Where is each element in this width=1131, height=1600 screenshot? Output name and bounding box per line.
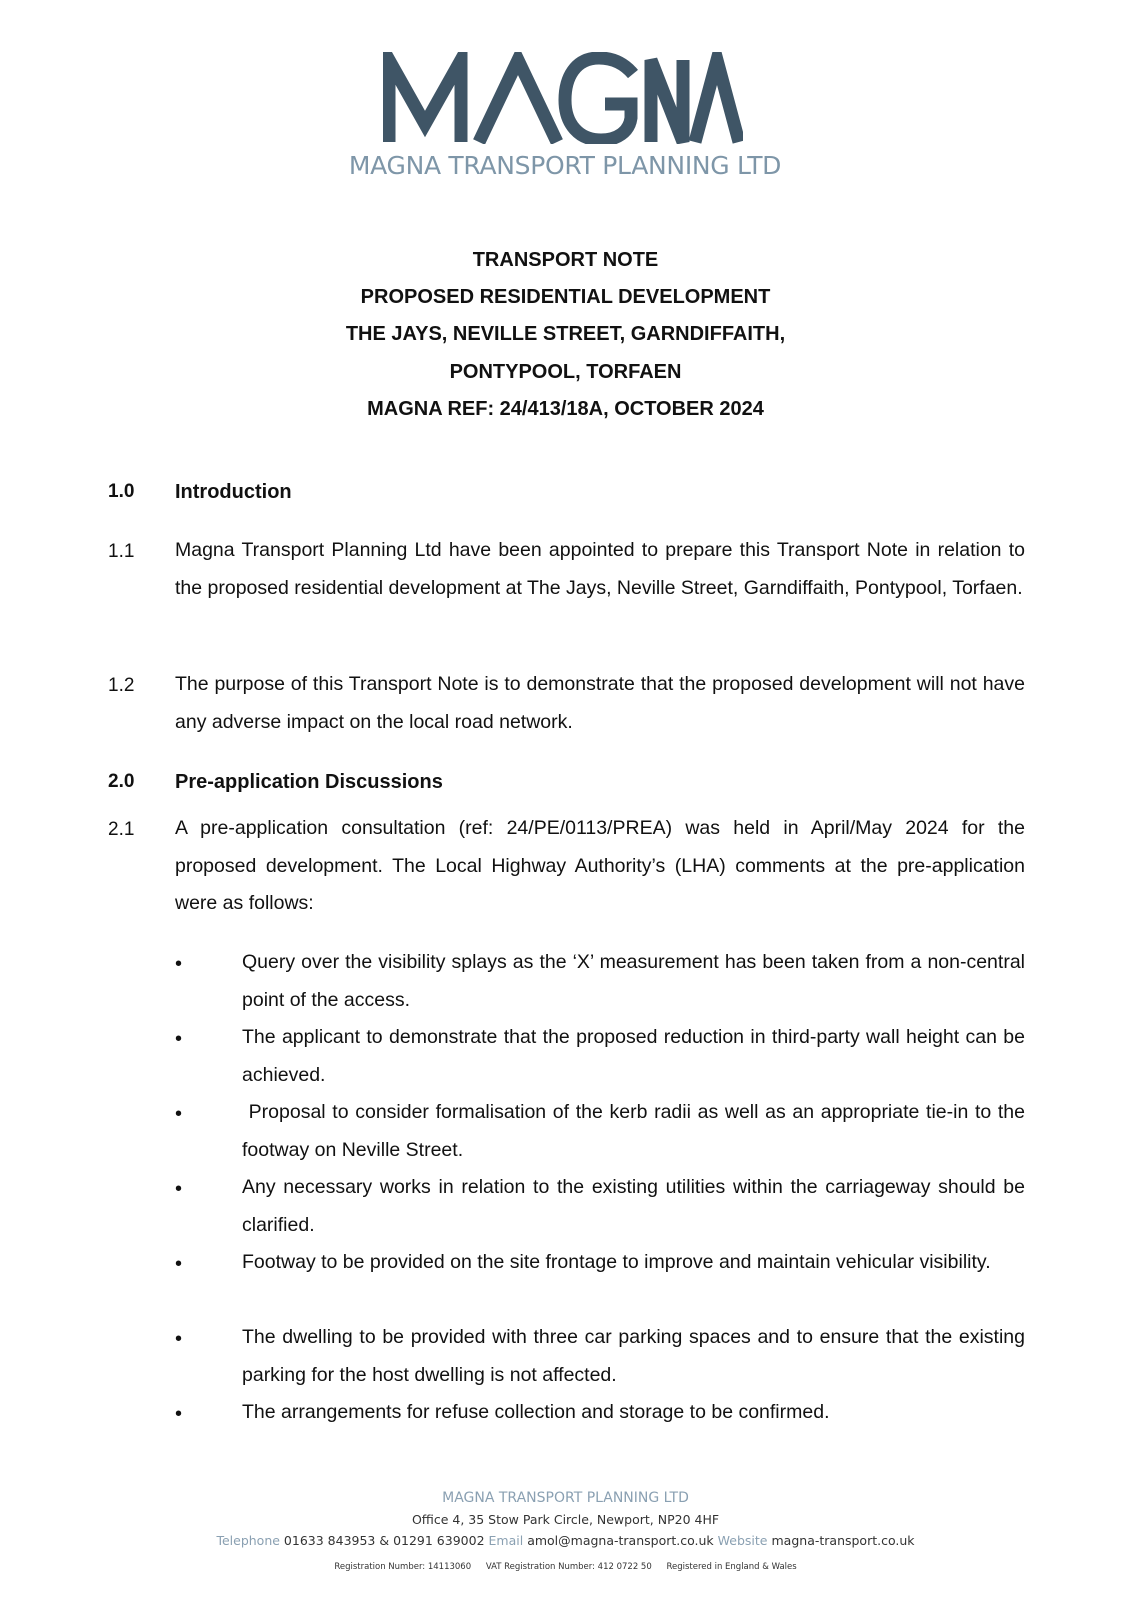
paragraph-number: 2.1 bbox=[108, 819, 135, 840]
paragraph-text: Magna Transport Planning Ltd have been appointed to prepare this Transport Note in relation to the proposed residential development at The Jays, Neville Street, Garndiffaith, Pontypool, Torfaen. bbox=[175, 539, 1025, 599]
footer-company: MAGNA TRANSPORT PLANNING LTD bbox=[442, 1490, 689, 1506]
title-line-1: TRANSPORT NOTE bbox=[472, 249, 659, 271]
bullet-marker: • bbox=[175, 953, 183, 975]
paragraph-number: 1.1 bbox=[108, 541, 135, 562]
footer-registration bbox=[0, 1562, 1131, 1572]
title-line-2: PROPOSED RESIDENTIAL DEVELOPMENT bbox=[360, 286, 771, 308]
website-label: Website bbox=[717, 1533, 768, 1548]
bullet-marker: • bbox=[175, 1403, 183, 1425]
bullet-marker: • bbox=[175, 1178, 183, 1200]
bullet-marker: • bbox=[175, 1103, 183, 1125]
telephone-value: 01633 843953 & 01291 639002 bbox=[283, 1533, 485, 1548]
title-line-3: THE JAYS, NEVILLE STREET, GARNDIFFAITH, bbox=[345, 323, 786, 345]
title-line-4: PONTYPOOL, TORFAEN bbox=[449, 361, 682, 383]
registration-number: Registration Number: 14113060 bbox=[334, 1562, 472, 1572]
section-number: 2.0 bbox=[108, 771, 135, 792]
email-label: Email bbox=[488, 1533, 524, 1548]
list-item: Any necessary works in relation to the existing utilities within the carriageway should be clarified. bbox=[242, 1176, 1025, 1236]
list-item: The applicant to demonstrate that the proposed reduction in third-party wall height can be achieved. bbox=[242, 1026, 1025, 1086]
telephone-label: Telephone bbox=[216, 1533, 280, 1548]
list-item: Query over the visibility splays as the ‘X’ measurement has been taken from a non-central point of the access. bbox=[242, 951, 1025, 1011]
logo-subtitle: MAGNA TRANSPORT PLANNING LTD bbox=[348, 151, 782, 180]
bullet-marker: • bbox=[175, 1328, 183, 1350]
email-link[interactable]: amol@magna-transport.co.uk bbox=[527, 1533, 714, 1548]
paragraph-text: The purpose of this Transport Note is to demonstrate that the proposed development will not have any adverse impact on the local road network. bbox=[175, 673, 1025, 733]
vat-number: VAT Registration Number: 412 0722 50 bbox=[485, 1562, 652, 1572]
magna-logo bbox=[383, 52, 743, 144]
section-heading: Pre-application Discussions bbox=[175, 771, 443, 793]
list-item: The dwelling to be provided with three car parking spaces and to ensure that the existing parking for the host dwelling is not affected. bbox=[242, 1326, 1025, 1386]
list-item: Footway to be provided on the site frontage to improve and maintain vehicular visibility. bbox=[242, 1251, 991, 1273]
list-item: Proposal to consider formalisation of the kerb radii as well as an appropriate tie-in to the footway on Neville Street. bbox=[242, 1101, 1031, 1161]
bullet-marker: • bbox=[175, 1028, 183, 1050]
paragraph-text: A pre-application consultation (ref: 24/PE/0113/PREA) was held in April/May 2024 for the proposed development. The Local Highway Authority’s (LHA) comments at the pre-application were as follows: bbox=[175, 817, 1025, 914]
footer-contact bbox=[0, 1533, 1131, 1548]
bullet-marker: • bbox=[175, 1253, 183, 1275]
footer-address: Office 4, 35 Stow Park Circle, Newport, NP20 4HF bbox=[411, 1512, 720, 1527]
title-line-5: MAGNA REF: 24/413/18A, OCTOBER 2024 bbox=[367, 398, 764, 420]
section-number: 1.0 bbox=[108, 481, 135, 502]
list-item: The arrangements for refuse collection and storage to be confirmed. bbox=[242, 1401, 830, 1423]
website-link[interactable]: magna-transport.co.uk bbox=[771, 1533, 915, 1548]
section-heading: Introduction bbox=[175, 481, 292, 503]
paragraph-number: 1.2 bbox=[108, 675, 135, 696]
registered-location: Registered in England & Wales bbox=[666, 1562, 797, 1572]
